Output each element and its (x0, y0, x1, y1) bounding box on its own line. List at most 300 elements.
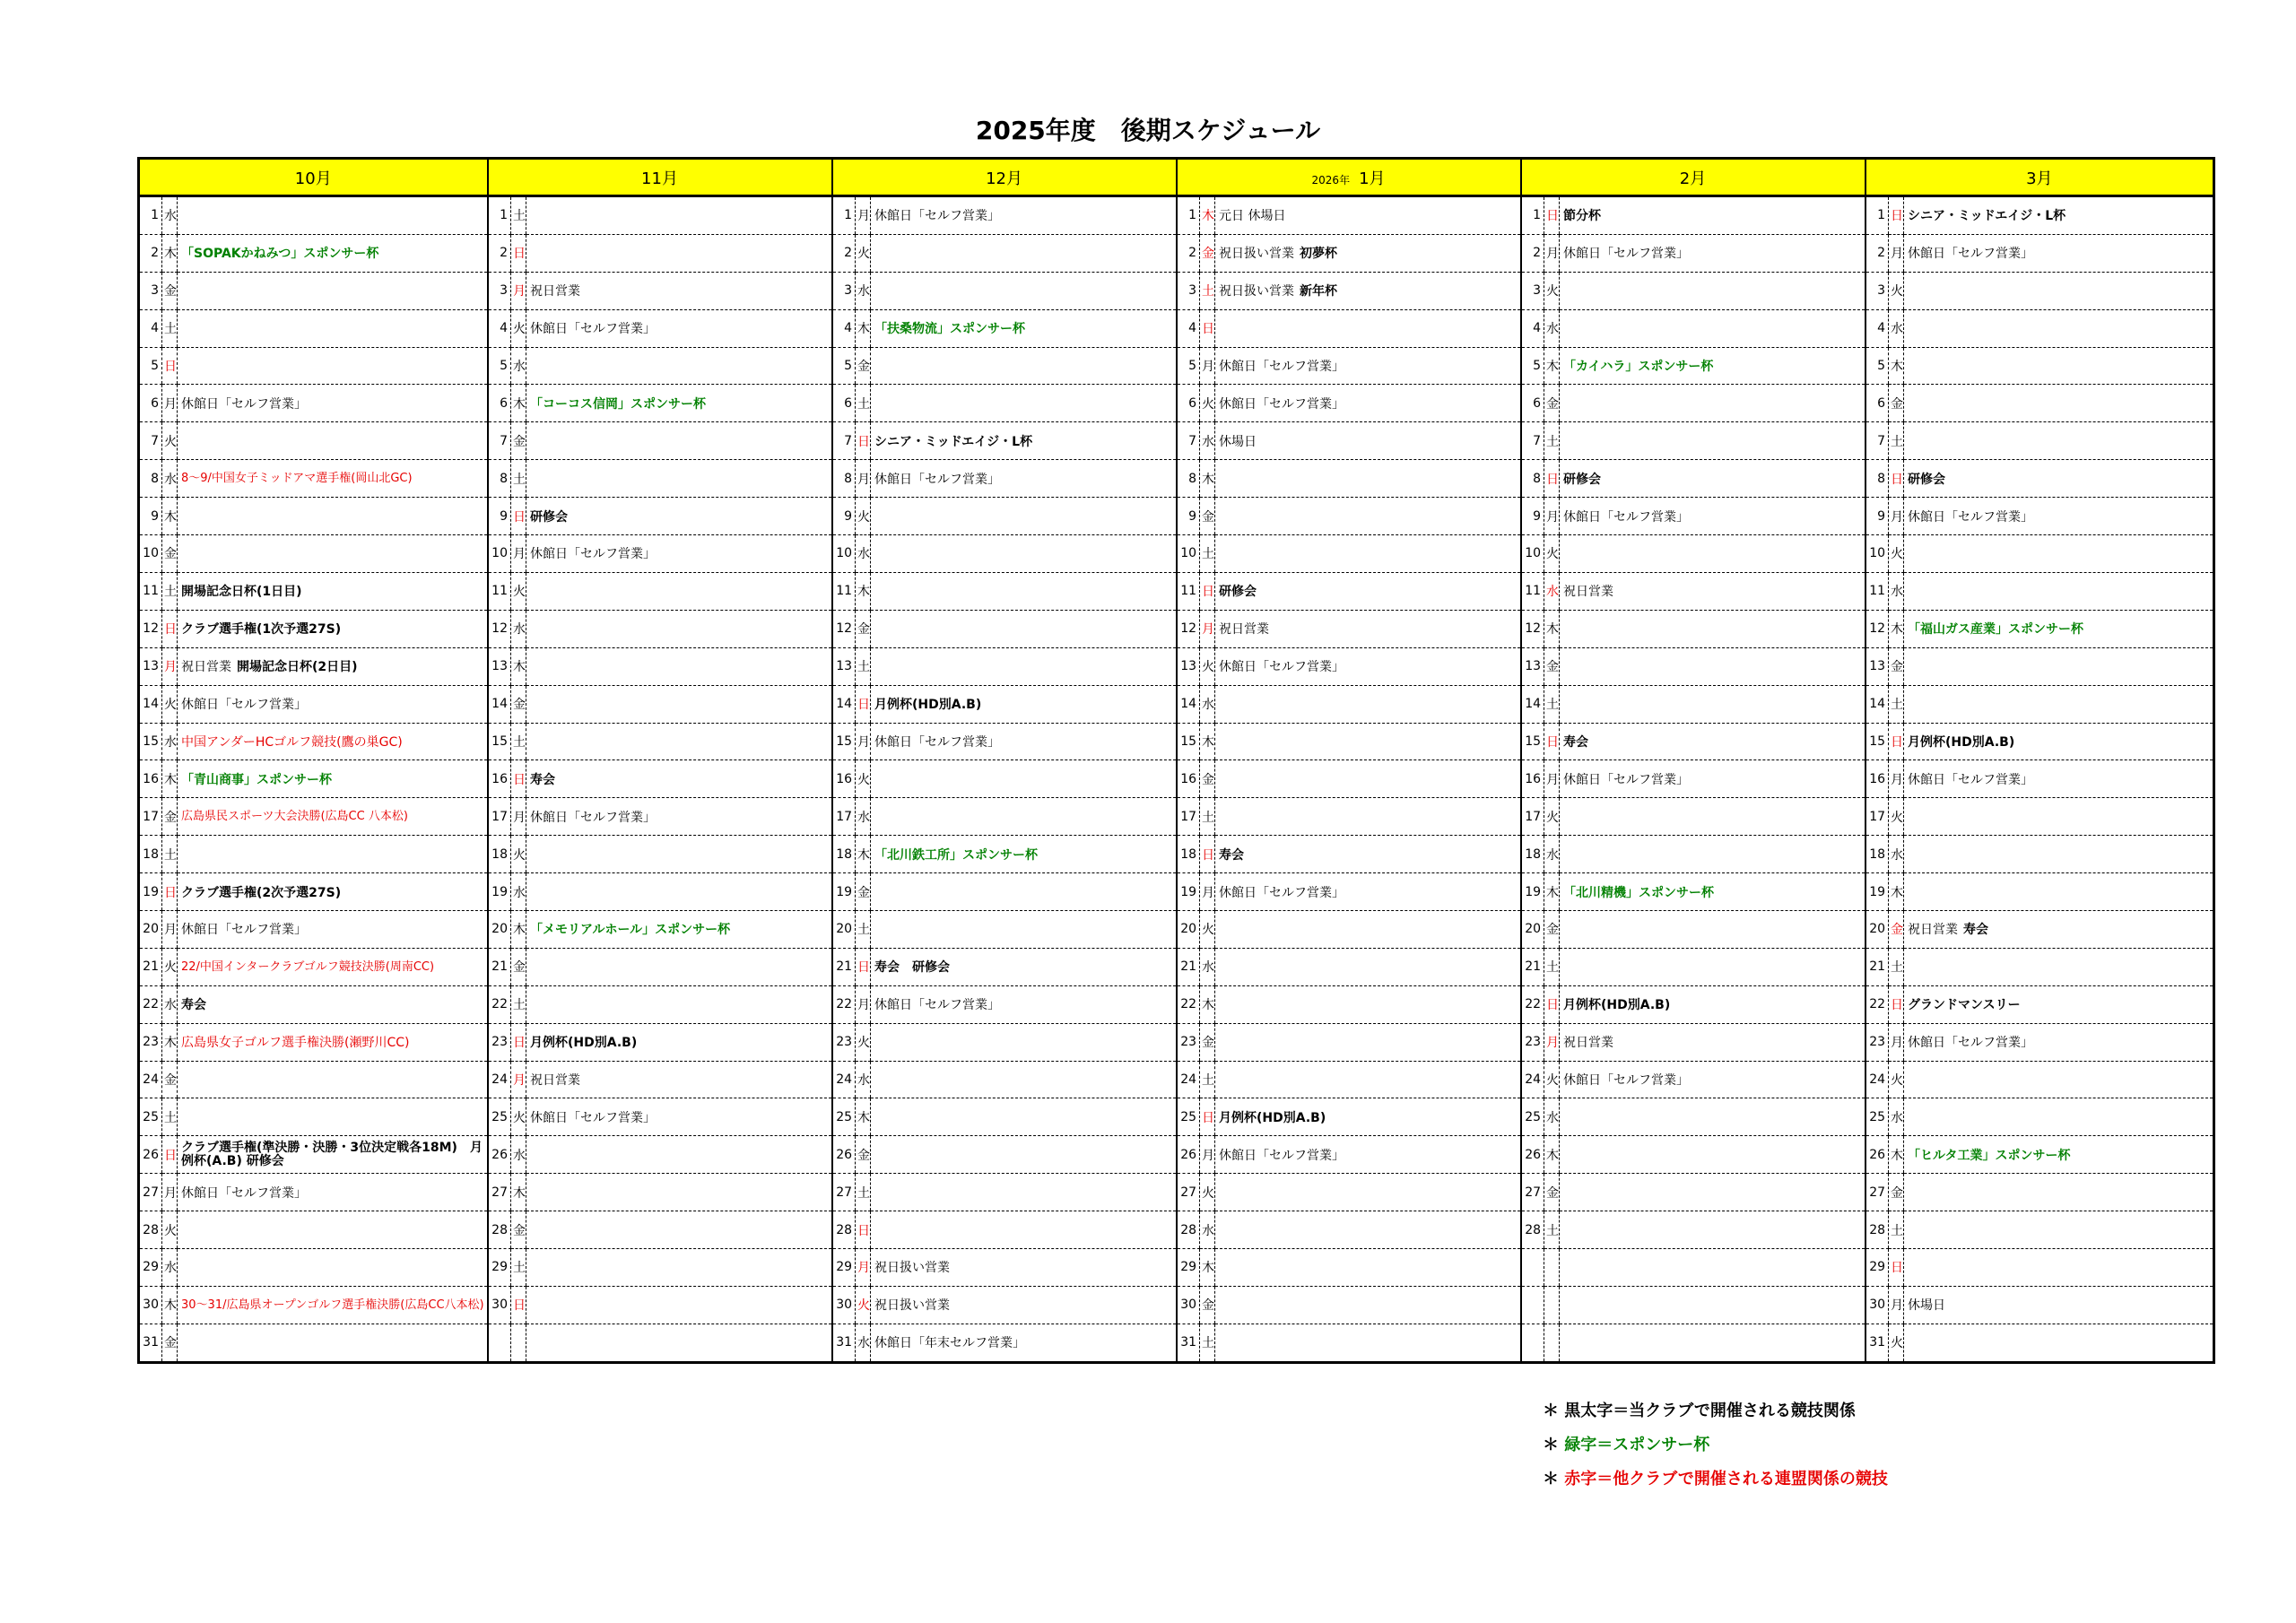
weekday: 月 (1889, 1286, 1904, 1324)
day-events (871, 498, 1177, 535)
day-number: 23 (832, 1023, 856, 1061)
weekday: 水 (511, 610, 526, 647)
day-number: 9 (488, 498, 511, 535)
weekday: 金 (1200, 234, 1215, 272)
weekday: 日 (162, 873, 178, 911)
day-number: 6 (1177, 385, 1200, 422)
day-events (526, 1248, 832, 1286)
day-number: 16 (139, 760, 162, 798)
day-row (139, 723, 2214, 760)
day-number: 26 (1866, 1136, 1889, 1174)
month-header-mar (1866, 159, 2214, 196)
day-number: 24 (832, 1061, 856, 1098)
weekday: 水 (1200, 1211, 1215, 1249)
schedule-table (137, 157, 2215, 1364)
weekday: 金 (162, 1324, 178, 1362)
day-number: 17 (139, 798, 162, 836)
weekday (1544, 1248, 1560, 1286)
day-number: 28 (832, 1211, 856, 1249)
day-number: 14 (1177, 685, 1200, 723)
weekday: 木 (1200, 1248, 1215, 1286)
event-text: 寿会 (1963, 923, 1989, 938)
day-number: 8 (1866, 460, 1889, 498)
day-events (1904, 234, 2214, 272)
day-events (526, 1286, 832, 1324)
day-number: 3 (1177, 272, 1200, 309)
weekday: 木 (511, 647, 526, 685)
weekday: 月 (1889, 1023, 1904, 1061)
day-events (871, 196, 1177, 235)
weekday: 月 (1544, 498, 1560, 535)
weekday: 月 (856, 460, 871, 498)
event-text: 月例杯(HD別A.B) (1563, 998, 1671, 1013)
day-number: 14 (488, 685, 511, 723)
day-number: 11 (1866, 572, 1889, 610)
day-events (526, 234, 832, 272)
event-text: 開場記念日杯(1日目) (181, 585, 302, 600)
day-number: 20 (832, 910, 856, 948)
day-number: 10 (488, 535, 511, 573)
event-text: 祝日営業 (530, 1072, 580, 1088)
event-text: 22/中国インタークラブゴルフ競技決勝(周南CC) (181, 959, 435, 974)
day-number: 26 (1177, 1136, 1200, 1174)
day-number: 4 (1866, 309, 1889, 347)
day-events (178, 196, 488, 235)
weekday: 日 (856, 1211, 871, 1249)
weekday: 木 (1200, 723, 1215, 760)
event-text: 休館日「セルフ営業」 (530, 547, 656, 562)
day-events (1560, 347, 1866, 385)
day-events (871, 610, 1177, 647)
day-number: 12 (1177, 610, 1200, 647)
day-row (139, 798, 2214, 836)
day-events (1215, 873, 1521, 911)
event-text: 寿会 (1563, 734, 1589, 750)
day-number: 2 (488, 234, 511, 272)
event-text: 休館日「セルフ営業」 (874, 472, 1001, 487)
day-number: 18 (139, 836, 162, 873)
day-events (526, 535, 832, 573)
day-row (139, 196, 2214, 235)
day-events (871, 948, 1177, 985)
day-events (1904, 572, 2214, 610)
day-number: 27 (139, 1174, 162, 1211)
day-events (871, 1023, 1177, 1061)
day-events (526, 1136, 832, 1174)
day-events (1215, 685, 1521, 723)
day-number: 14 (139, 685, 162, 723)
legend-text: 黒太字＝当クラブで開催される競技関係 (1564, 1402, 1856, 1420)
day-number: 8 (832, 460, 856, 498)
event-text: 広島県女子ゴルフ選手権決勝(瀬野川CC) (181, 1036, 410, 1051)
day-number: 13 (1177, 647, 1200, 685)
day-number: 7 (832, 422, 856, 460)
weekday: 木 (856, 309, 871, 347)
weekday: 金 (162, 535, 178, 573)
event-text: クラブ選手権(1次予選27S) (181, 622, 342, 638)
day-events (526, 309, 832, 347)
day-events (178, 422, 488, 460)
day-number: 20 (1866, 910, 1889, 948)
weekday: 火 (1544, 272, 1560, 309)
page-title: 2025年度 後期スケジュール (975, 116, 1321, 145)
event-text: 「SOPAKかねみつ」スポンサー杯 (181, 247, 379, 262)
day-events (178, 873, 488, 911)
event-text: 祝日扱い営業 (874, 1261, 951, 1276)
event-text: 「ヒルタ工業」スポンサー杯 (1908, 1148, 2071, 1163)
day-events (526, 385, 832, 422)
event-text: 「北川精機」スポンサー杯 (1563, 885, 1715, 900)
day-events (178, 985, 488, 1023)
weekday: 土 (1200, 535, 1215, 573)
day-events (178, 535, 488, 573)
day-number: 25 (832, 1098, 856, 1136)
day-number: 13 (832, 647, 856, 685)
day-events (1560, 723, 1866, 760)
event-text: 寿会 (181, 998, 206, 1013)
weekday: 土 (856, 385, 871, 422)
day-events (871, 309, 1177, 347)
day-number: 8 (488, 460, 511, 498)
day-number: 25 (139, 1098, 162, 1136)
day-events (178, 498, 488, 535)
day-number: 4 (139, 309, 162, 347)
day-number: 13 (139, 647, 162, 685)
weekday: 水 (162, 723, 178, 760)
event-text: 寿会 (1219, 847, 1245, 863)
event-text: 祝日営業 (1219, 622, 1270, 638)
day-number: 21 (488, 948, 511, 985)
weekday: 土 (1544, 685, 1560, 723)
day-events (1560, 498, 1866, 535)
day-number: 27 (1866, 1174, 1889, 1211)
event-text: 月例杯(HD別A.B) (874, 698, 982, 713)
weekday: 金 (162, 798, 178, 836)
weekday: 土 (511, 985, 526, 1023)
day-events (178, 647, 488, 685)
day-number: 24 (1177, 1061, 1200, 1098)
weekday: 木 (856, 572, 871, 610)
day-number: 11 (139, 572, 162, 610)
weekday: 火 (162, 948, 178, 985)
day-events (178, 1136, 488, 1174)
weekday: 月 (511, 1061, 526, 1098)
day-row (139, 985, 2214, 1023)
day-number: 13 (1866, 647, 1889, 685)
day-events (1215, 422, 1521, 460)
weekday: 金 (1544, 647, 1560, 685)
day-number: 12 (139, 610, 162, 647)
weekday: 火 (162, 685, 178, 723)
weekday: 月 (1889, 498, 1904, 535)
weekday: 土 (1889, 948, 1904, 985)
day-number: 20 (1177, 910, 1200, 948)
day-row (139, 1324, 2214, 1362)
day-number: 7 (1177, 422, 1200, 460)
day-events (1560, 1324, 1866, 1362)
day-row (139, 460, 2214, 498)
day-row (139, 1098, 2214, 1136)
day-row (139, 1248, 2214, 1286)
day-number: 28 (1866, 1211, 1889, 1249)
day-number: 23 (1521, 1023, 1544, 1061)
day-number: 14 (1866, 685, 1889, 723)
event-text: 休館日「セルフ営業」 (874, 734, 1001, 750)
day-number: 28 (488, 1211, 511, 1249)
day-events (178, 572, 488, 610)
event-text: 休館日「セルフ営業」 (530, 1110, 656, 1125)
day-number: 29 (1177, 1248, 1200, 1286)
event-text: 節分杯 (1563, 209, 1602, 224)
day-events (1215, 1324, 1521, 1362)
weekday: 月 (162, 647, 178, 685)
weekday: 金 (856, 347, 871, 385)
day-events (178, 385, 488, 422)
day-events (871, 234, 1177, 272)
day-events (1904, 535, 2214, 573)
day-events (1560, 985, 1866, 1023)
day-events (526, 460, 832, 498)
weekday: 木 (1200, 196, 1215, 235)
day-events (1560, 1023, 1866, 1061)
day-events (871, 910, 1177, 948)
day-events (1904, 460, 2214, 498)
weekday: 金 (511, 1211, 526, 1249)
day-events (1904, 1286, 2214, 1324)
day-number: 15 (1177, 723, 1200, 760)
day-events (526, 1061, 832, 1098)
day-events (871, 873, 1177, 911)
weekday: 日 (1544, 196, 1560, 235)
day-events (1215, 798, 1521, 836)
weekday: 日 (1200, 836, 1215, 873)
weekday: 水 (1544, 572, 1560, 610)
day-events (1904, 1211, 2214, 1249)
day-number: 15 (1866, 723, 1889, 760)
weekday: 水 (1544, 836, 1560, 873)
weekday: 月 (1544, 1023, 1560, 1061)
day-events (1215, 234, 1521, 272)
day-number: 3 (832, 272, 856, 309)
day-number: 10 (1177, 535, 1200, 573)
day-number: 5 (139, 347, 162, 385)
weekday: 水 (1889, 1098, 1904, 1136)
weekday: 月 (511, 535, 526, 573)
event-text: 休館日「セルフ営業」 (1219, 360, 1345, 375)
event-text: 休館日「セルフ営業」 (1563, 509, 1690, 525)
weekday: 日 (1889, 460, 1904, 498)
day-events (871, 460, 1177, 498)
day-events (1215, 498, 1521, 535)
weekday: 水 (1889, 572, 1904, 610)
event-text: 休館日「セルフ営業」 (530, 322, 656, 337)
weekday: 月 (856, 985, 871, 1023)
day-events (871, 535, 1177, 573)
day-events (871, 1061, 1177, 1098)
event-text: 寿会 (530, 772, 555, 787)
day-number: 12 (1521, 610, 1544, 647)
weekday: 月 (1544, 234, 1560, 272)
day-events (871, 760, 1177, 798)
day-events (526, 647, 832, 685)
day-events (1215, 1211, 1521, 1249)
weekday: 月 (511, 272, 526, 309)
day-row (139, 647, 2214, 685)
weekday: 日 (1200, 572, 1215, 610)
event-text: 休場日 (1908, 1298, 1946, 1314)
event-text: クラブ選手権(準決勝・決勝・3位決定戦各18M) 月例杯(A.B) 研修会 (181, 1140, 483, 1168)
day-events (1560, 647, 1866, 685)
day-events (526, 610, 832, 647)
event-text: 「北川鉄工所」スポンサー杯 (874, 847, 1039, 863)
event-text: 休館日「セルフ営業」 (181, 698, 307, 713)
weekday: 火 (856, 234, 871, 272)
weekday: 水 (856, 1061, 871, 1098)
event-text: 月例杯(HD別A.B) (530, 1036, 638, 1051)
weekday: 日 (162, 347, 178, 385)
weekday: 水 (1889, 309, 1904, 347)
weekday: 金 (162, 1061, 178, 1098)
day-number: 16 (1177, 760, 1200, 798)
day-number: 9 (1177, 498, 1200, 535)
day-number: 29 (488, 1248, 511, 1286)
day-number: 11 (832, 572, 856, 610)
day-events (1215, 460, 1521, 498)
day-number: 7 (1521, 422, 1544, 460)
weekday: 水 (511, 347, 526, 385)
day-events (1215, 1023, 1521, 1061)
event-text: 元日 休場日 (1219, 209, 1286, 224)
day-events (871, 1136, 1177, 1174)
day-row (139, 272, 2214, 309)
event-text: 「扶桑物流」スポンサー杯 (874, 322, 1026, 337)
weekday: 火 (162, 422, 178, 460)
day-events (526, 572, 832, 610)
day-events (1215, 836, 1521, 873)
day-number: 10 (832, 535, 856, 573)
day-row (139, 234, 2214, 272)
day-events (526, 873, 832, 911)
schedule-body (139, 196, 2214, 1363)
weekday: 水 (856, 1324, 871, 1362)
weekday: 水 (1544, 309, 1560, 347)
weekday: 火 (856, 760, 871, 798)
day-events (1215, 385, 1521, 422)
day-number: 13 (1521, 647, 1544, 685)
day-number: 30 (488, 1286, 511, 1324)
weekday: 木 (511, 910, 526, 948)
day-events (1215, 1136, 1521, 1174)
day-events (1560, 272, 1866, 309)
day-events (871, 1174, 1177, 1211)
day-events (1215, 272, 1521, 309)
day-number: 7 (488, 422, 511, 460)
weekday: 水 (162, 1248, 178, 1286)
day-events (1904, 685, 2214, 723)
day-number: 24 (1521, 1061, 1544, 1098)
weekday: 土 (511, 196, 526, 235)
event-text: 祝日扱い営業 (874, 1298, 951, 1314)
day-events (1904, 948, 2214, 985)
day-events (526, 1098, 832, 1136)
day-number: 12 (1866, 610, 1889, 647)
day-events (526, 910, 832, 948)
day-number: 1 (1521, 196, 1544, 235)
weekday: 月 (1889, 760, 1904, 798)
day-events (1560, 1211, 1866, 1249)
day-number: 1 (139, 196, 162, 235)
day-number: 4 (832, 309, 856, 347)
day-number: 25 (1177, 1098, 1200, 1136)
event-text: 休館日「セルフ営業」 (874, 209, 1001, 224)
day-events (871, 572, 1177, 610)
day-events (178, 1023, 488, 1061)
month-label: 10月 (294, 169, 332, 188)
weekday: 土 (1544, 948, 1560, 985)
weekday: 月 (856, 1248, 871, 1286)
weekday: 木 (1889, 1136, 1904, 1174)
day-number: 18 (1521, 836, 1544, 873)
day-number: 28 (139, 1211, 162, 1249)
weekday: 日 (1889, 1248, 1904, 1286)
weekday: 金 (1544, 385, 1560, 422)
day-row (139, 910, 2214, 948)
day-events (1560, 234, 1866, 272)
weekday: 木 (856, 836, 871, 873)
event-text: シニア・ミッドエイジ・L杯 (874, 434, 1033, 449)
day-row (139, 760, 2214, 798)
event-text: クラブ選手権(2次予選27S) (181, 885, 342, 900)
weekday: 月 (162, 385, 178, 422)
day-events (178, 1098, 488, 1136)
weekday: 水 (856, 798, 871, 836)
day-number: 5 (1521, 347, 1544, 385)
day-row (139, 873, 2214, 911)
day-events (1215, 1174, 1521, 1211)
day-events (1904, 1324, 2214, 1362)
day-row (139, 948, 2214, 985)
day-events (1560, 910, 1866, 948)
day-events (526, 1023, 832, 1061)
day-row (139, 347, 2214, 385)
event-text: 「カイハラ」スポンサー杯 (1563, 360, 1714, 375)
day-number: 23 (139, 1023, 162, 1061)
weekday: 日 (511, 1023, 526, 1061)
day-events (871, 798, 1177, 836)
weekday: 火 (1889, 1061, 1904, 1098)
day-events (871, 723, 1177, 760)
day-number: 27 (488, 1174, 511, 1211)
day-number: 12 (832, 610, 856, 647)
day-number: 18 (1177, 836, 1200, 873)
weekday: 月 (856, 196, 871, 235)
day-events (178, 948, 488, 985)
event-text: グランドマンスリー (1908, 998, 2021, 1013)
weekday: 金 (1544, 1174, 1560, 1211)
weekday: 水 (162, 460, 178, 498)
day-events (178, 347, 488, 385)
day-number: 21 (139, 948, 162, 985)
day-row (139, 498, 2214, 535)
day-events (1904, 1174, 2214, 1211)
day-events (526, 1324, 832, 1362)
weekday: 木 (162, 1023, 178, 1061)
event-text: 休館日「セルフ営業」 (1219, 660, 1345, 675)
day-events (1560, 1061, 1866, 1098)
weekday: 火 (1544, 1061, 1560, 1098)
event-text: 休館日「セルフ営業」 (1908, 247, 2034, 262)
day-events (1215, 1061, 1521, 1098)
